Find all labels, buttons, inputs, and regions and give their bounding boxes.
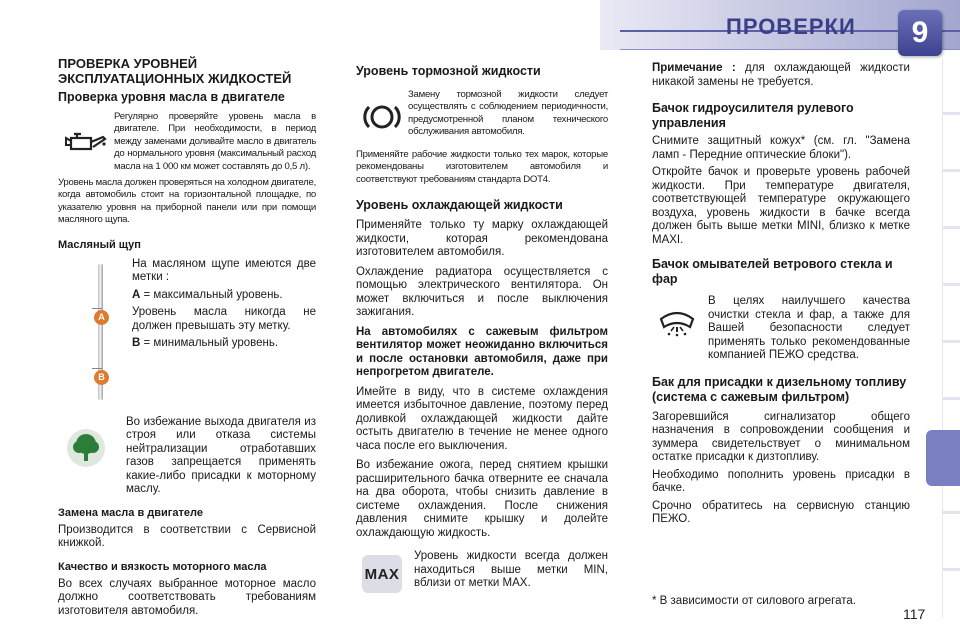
dipstick-note: Уровень масла никогда не должен превышать эту метку. — [132, 306, 316, 332]
oil-level-heading: Проверка уровня масла в двигателе — [58, 90, 285, 104]
footnote: * В зависимости от силового агрегата. — [652, 595, 856, 607]
brake-heading: Уровень тормозной жидкости — [356, 64, 541, 78]
page-number: 117 — [903, 606, 926, 622]
mark-a-line: A = максимальный уровень. — [132, 288, 283, 301]
diesel-heading: Бак для присадки к дизельному топливу (система с сажевым фильтром) — [652, 374, 907, 404]
mark-b-dot: B — [94, 370, 109, 385]
column-right — [652, 56, 910, 527]
coolant-level-text: Уровень жидкости всегда должен находиться выше метки MIN, вблизи от метки MAX. — [414, 550, 608, 590]
diesel-p1: Загоревшийся сигнализатор общего назначения в сопровождении сообщения и зуммера свидетельствует о минимальном остатке присадки к дизтопливу. — [652, 410, 910, 463]
side-margin-lines — [942, 58, 960, 618]
column-middle — [356, 56, 608, 598]
coolant-heading: Уровень охлаждающей жидкости — [356, 198, 563, 213]
coolant-p2: Охлаждение радиатора осуществляется с помощью электрического вентилятора. Он может включиться и после выключения зажигания. — [356, 265, 608, 319]
diesel-p2: Необходимо пополнить уровень присадки в бачке. — [652, 468, 910, 494]
max-level-icon — [356, 550, 408, 598]
mark-b-line: B = минимальный уровень. — [132, 337, 279, 350]
brake-warning-icon — [356, 89, 408, 145]
env-text: Во избежание выхода двигателя из строя или отказа системы нейтрализации отработавших газов запрещается применять какие-либо присадки к моторному маслу. — [126, 415, 316, 496]
coolant-p1: Применяйте только ту марку охлаждающей жидкости, которая рекомендована изготовителем автомобиля. — [356, 219, 608, 259]
oil-level-text-2: Уровень масла должен проверяться на холодном двигателе, когда автомобиль стоит на горизонтальной площадке, по указателю уровня на приборной панели или при помощи масляного щупа. — [58, 177, 316, 226]
power-steering-heading: Бачок гидроусилителя рулевого управления — [652, 101, 854, 130]
coolant-warning: На автомобилях с сажевым фильтром вентилятор может неожиданно включиться и после остановки автомобиля, даже при непрогретом двигателе. — [356, 325, 608, 379]
coolant-p4: Во избежание ожога, перед снятием крышки расширительного бачка отверните ее сначала на два оборота, чтобы снизить давление в системе охлаждения. После снижения давления снимите крышку и долейте охлаждающую жидкость. — [356, 459, 608, 539]
washer-icon — [652, 295, 702, 347]
brake-text-2: Применяйте рабочие жидкости только тех марок, которые рекомендованы изготовителем автомобиля и соответствуют требованиям стандарта DOT4. — [356, 149, 608, 185]
diesel-p3: Срочно обратитесь на сервисную станцию ПЕЖО. — [652, 499, 910, 525]
dipstick-intro: На масляном щупе имеются две метки : — [132, 257, 316, 284]
section-title-line2: ЭКСПЛУАТАЦИОННЫХ ЖИДКОСТЕЙ — [58, 71, 292, 86]
chapter-number: 9 — [898, 10, 942, 56]
power-steering-p2: Откройте бачок и проверьте уровень рабочей жидкости. При температуре двигателя, соответствующей температуре окружающего воздуха, уровень жидкости в бачке всегда должен быть выше метки MINI, близко к метке MAXI. — [652, 166, 910, 246]
brake-text: Замену тормозной жидкости следует осуществлять с соблюдением периодичности, предусмотренной планом технического обслуживания автомобиля. — [408, 89, 608, 138]
column-left — [58, 56, 316, 618]
oil-change-text: Производится в соответствии с Сервисной книжкой. — [58, 523, 316, 550]
washer-text: В целях наилучшего качества очистки стекла и фар, а также для Вашей безопасности следует применять только рекомендованные компанией ПЕЖО средства. — [708, 295, 910, 361]
washer-heading: Бачок омывателей ветрового стекла и фар — [652, 257, 893, 286]
oil-change-heading: Замена масла в двигателе — [58, 506, 203, 519]
note: Примечание : для охлаждающей жидкости никакой замены не требуется. — [652, 62, 910, 88]
max-badge: MAX — [362, 555, 402, 593]
page-title: ПРОВЕРКИ — [726, 14, 856, 39]
oil-level-text: Регулярно проверяйте уровень масла в двигателе. При необходимости, в период между заменами доливайте масло в двигатель до нормального уровня (максимальный расход масла на 1 000 км может составлять до 0,5 л). — [114, 111, 316, 172]
oil-can-icon — [58, 111, 114, 171]
dipstick-heading: Масляный щуп — [58, 238, 141, 251]
section-title-line1: ПРОВЕРКА УРОВНЕЙ — [58, 56, 198, 71]
dipstick-icon — [58, 258, 118, 408]
oil-quality-text: Во всех случаях выбранное моторное масло должно соответствовать требованиям изготовителя автомобиля. — [58, 577, 316, 617]
oil-quality-heading: Качество и вязкость моторного масла — [58, 560, 267, 573]
power-steering-p1: Снимите защитный кожух* (см. гл. "Замена ламп - Передние оптические блоки"). — [652, 135, 910, 161]
environment-tree-icon — [58, 416, 114, 480]
coolant-p3: Имейте в виду, что в системе охлаждения имеется избыточное давление, поэтому перед доливкой охлаждающей жидкости дайте остыть двигателю в течение не менее одного часа после его выключения. — [356, 385, 608, 452]
mark-a-dot: A — [94, 310, 109, 325]
chapter-tab — [926, 430, 960, 486]
